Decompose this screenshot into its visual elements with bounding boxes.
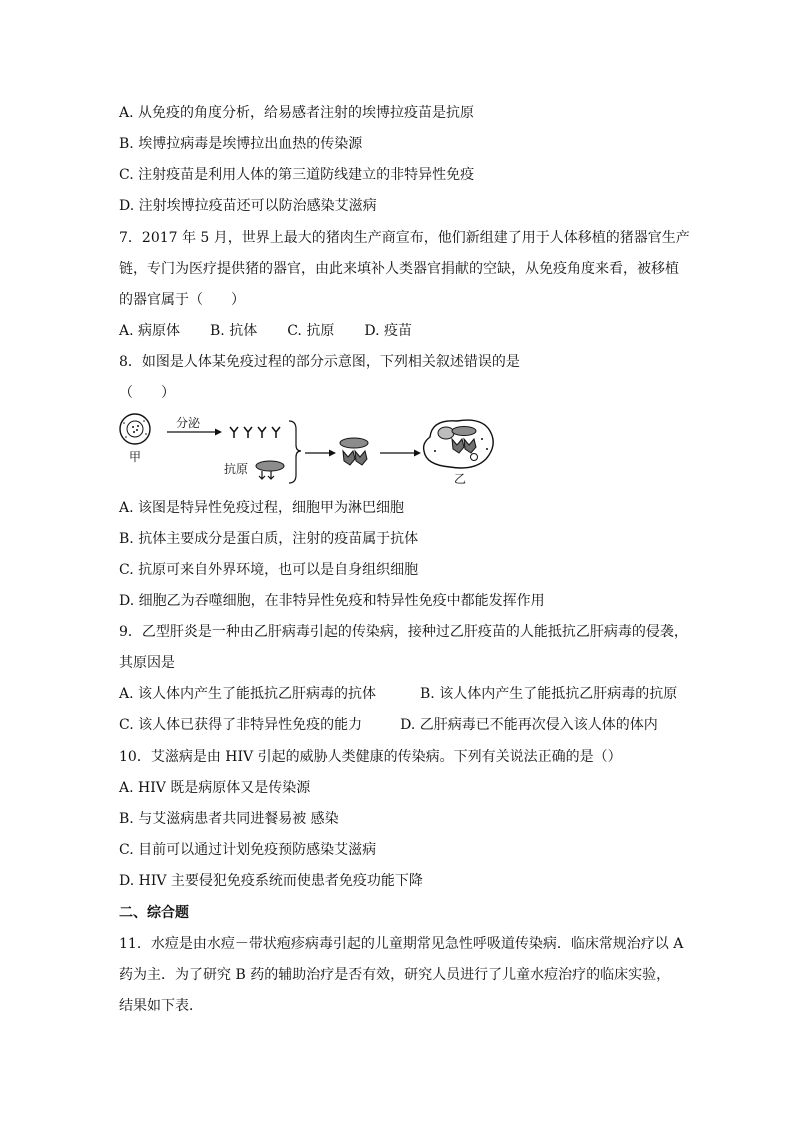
q10-stem: 10．艾滋病是由 HIV 引起的威胁人类健康的传染病。下列有关说法正确的是（） <box>119 749 622 765</box>
cell-b-label: 乙 <box>454 472 467 486</box>
antigen-icon <box>256 461 284 479</box>
brace-icon <box>289 421 301 483</box>
q8-option-d: D. 细胞乙为吞噬细胞，在非特异性免疫和特异性免疫中都能发挥作用 <box>119 593 545 609</box>
cell-a-icon <box>120 414 150 444</box>
q11-stem-line-1: 11．水痘是由水痘－带状疱疹病毒引起的儿童期常见急性呼吸道传染病．临床常规治疗以 A <box>119 936 684 952</box>
q6-option-d: D. 注射埃博拉疫苗还可以防治感染艾滋病 <box>119 198 377 214</box>
q11-stem-line-3: 结果如下表． <box>119 998 203 1014</box>
q9-option-b: B. 该人体内产生了能抵抗乙肝病毒的抗原 <box>420 686 678 702</box>
combine-arrow-icon <box>305 450 336 457</box>
q6-option-c: C. 注射疫苗是利用人体的第三道防线建立的非特异性免疫 <box>119 167 475 183</box>
q8-immune-process-diagram <box>112 409 502 489</box>
q9-options-row-2 <box>119 715 658 735</box>
cell-b-phagocyte-icon <box>424 420 494 468</box>
cell-a-label: 甲 <box>129 450 142 464</box>
q10-option-d: D. HIV 主要侵犯免疫系统而使患者免疫功能下降 <box>119 873 423 889</box>
q8-option-b: B. 抗体主要成分是蛋白质，注射的疫苗属于抗体 <box>119 531 419 547</box>
q9-option-a: A. 该人体内产生了能抵抗乙肝病毒的抗体 <box>119 686 377 702</box>
q6-option-a: A. 从免疫的角度分析，给易感者注射的埃博拉疫苗是抗原 <box>119 105 475 121</box>
q7-option-c: C. 抗原 <box>287 323 335 339</box>
q7-stem-line-2: 链，专门为医疗提供猪的器官，由此来填补人类器官捐献的空缺，从免疫角度来看，被移植 <box>119 261 679 277</box>
secrete-label: 分泌 <box>176 416 201 430</box>
q7-options <box>119 321 412 341</box>
section-title: 二、综合题 <box>119 905 189 921</box>
q7-option-a: A. 病原体 <box>119 323 181 339</box>
q7-stem-line-1: 7．2017 年 5 月，世界上最大的猪肉生产商宣布，他们新组建了用于人体移植的猪器官生产 <box>119 230 690 246</box>
q8-stem: 8．如图是人体某免疫过程的部分示意图，下列相关叙述错误的是 <box>119 354 520 370</box>
q9-stem-line-1: 9．乙型肝炎是一种由乙肝病毒引起的传染病，接种过乙肝疫苗的人能抵抗乙肝病毒的侵袭， <box>119 624 688 640</box>
q10-option-a: A. HIV 既是病原体又是传染源 <box>119 780 311 796</box>
q10-option-b: B. 与艾滋病患者共同进餐易被 感染 <box>119 811 339 827</box>
q8-option-a: A. 该图是特异性免疫过程，细胞甲为淋巴细胞 <box>119 500 405 516</box>
engulf-arrow-icon <box>380 450 421 457</box>
q11-stem-line-2: 药为主．为了研究 B 药的辅助治疗是否有效，研究人员进行了儿童水痘治疗的临床实验， <box>119 967 671 983</box>
q9-option-c: C. 该人体已获得了非特异性免疫的能力 <box>119 717 363 733</box>
q7-stem-line-3: 的器官属于（ ） <box>119 292 245 308</box>
antibody-icons <box>230 427 280 438</box>
q10-option-c: C. 目前可以通过计划免疫预防感染艾滋病 <box>119 842 377 858</box>
q9-options-row-1 <box>119 684 677 704</box>
q6-option-b: B. 埃博拉病毒是埃博拉出血热的传染源 <box>119 136 363 152</box>
antigen-antibody-complex-icon <box>340 438 368 465</box>
q8-paren: （ ） <box>119 385 175 401</box>
q7-option-d: D. 疫苗 <box>364 323 412 339</box>
antigen-label: 抗原 <box>224 462 249 476</box>
q9-stem-line-2: 其原因是 <box>119 655 175 671</box>
q9-option-d: D. 乙肝病毒已不能再次侵入该人体的体内 <box>400 717 658 733</box>
q8-option-c: C. 抗原可来自外界环境，也可以是自身组织细胞 <box>119 562 419 578</box>
q7-option-b: B. 抗体 <box>210 323 258 339</box>
